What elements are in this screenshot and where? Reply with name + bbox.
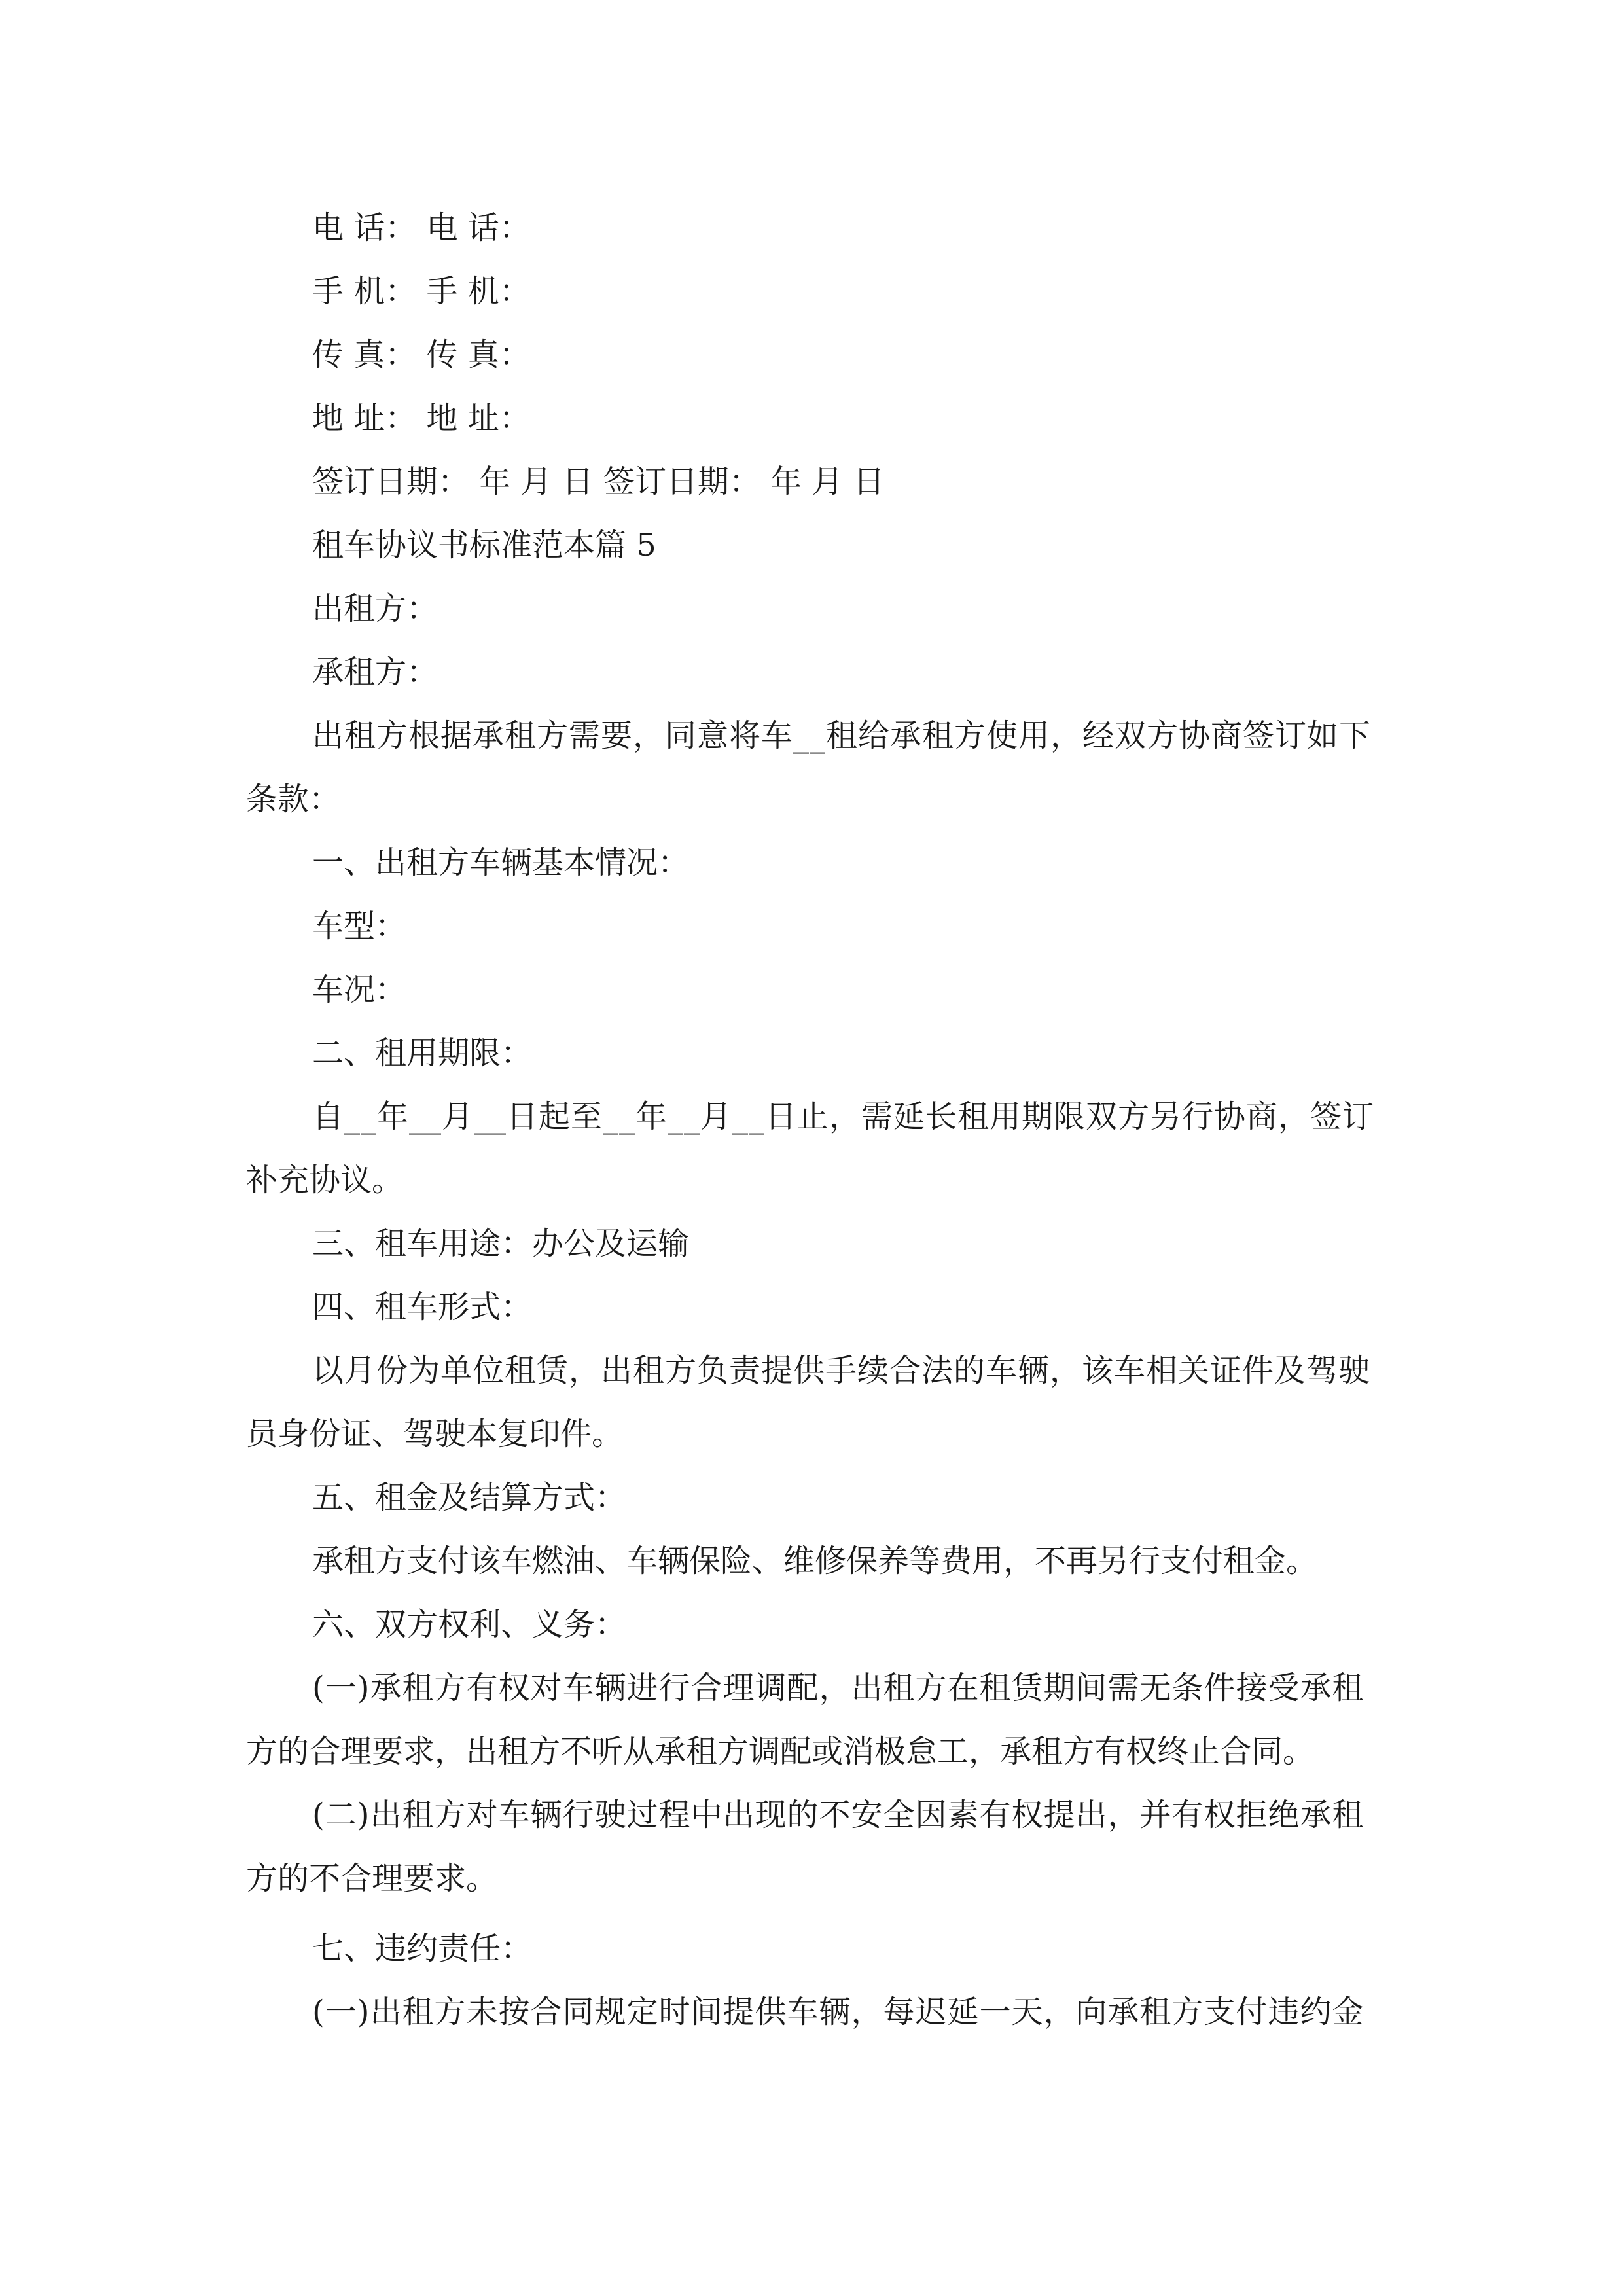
- phone-line: 电 话： 电 话：: [312, 209, 531, 246]
- vehicle-model-line: 车型：: [312, 908, 407, 944]
- vehicle-condition-line: 车况：: [312, 971, 407, 1008]
- mobile-line: 手 机： 手 机：: [312, 273, 531, 310]
- signing-date-line: 签订日期： 年 月 日 签订日期： 年 月 日: [312, 463, 885, 500]
- clause-1-heading: 一、出租方车辆基本情况：: [312, 844, 690, 881]
- clause-3-heading: 三、租车用途：办公及运输: [312, 1225, 690, 1262]
- clause-6-heading: 六、双方权利、义务：: [312, 1606, 627, 1643]
- clause-2-heading: 二、租用期限：: [312, 1035, 533, 1071]
- address-line: 地 址： 地 址：: [312, 400, 531, 437]
- section-title: 租车协议书标准范本篇 5: [312, 527, 656, 564]
- document-body: [246, 196, 1378, 2044]
- paragraph-gap: [246, 1910, 1378, 1917]
- breach-item-1-line: (一)出租方未按合同规定时间提供车辆，每迟延一天，向承租方支付违约金: [312, 1994, 1364, 2030]
- intro-paragraph-line-2: 条款：: [246, 781, 341, 817]
- clause-7-heading: 七、违约责任：: [312, 1930, 533, 1967]
- rights-item-1-line-2: 方的合理要求，出租方不听从承租方调配或消极怠工，承租方有权终止合同。: [246, 1733, 1315, 1770]
- rights-item-1-line-1: (一)承租方有权对车辆进行合理调配，出租方在租赁期间需无条件接受承租: [312, 1670, 1364, 1706]
- clause-4-heading: 四、租车形式：: [312, 1289, 533, 1325]
- lessee-line: 承租方：: [312, 654, 438, 691]
- clause-5-heading: 五、租金及结算方式：: [312, 1479, 627, 1516]
- payment-terms-line: 承租方支付该车燃油、车辆保险、维修保养等费用，不再另行支付租金。: [312, 1543, 1318, 1579]
- rental-period-line-2: 补充协议。: [246, 1162, 404, 1198]
- lessor-line: 出租方：: [312, 590, 438, 627]
- intro-paragraph-line-1: 出租方根据承租方需要，同意将车__租给承租方使用，经双方协商签订如下: [312, 717, 1372, 754]
- rights-item-2-line-1: (二)出租方对车辆行驶过程中出现的不安全因素有权提出，并有权拒绝承租: [312, 1797, 1364, 1833]
- fax-line: 传 真： 传 真：: [312, 336, 531, 373]
- rights-item-2-line-2: 方的不合理要求。: [246, 1860, 498, 1897]
- rental-period-line-1: 自__年__月__日起至__年__月__日止，需延长租用期限双方另行协商，签订: [312, 1098, 1375, 1135]
- rental-form-line-1: 以月份为单位租赁，出租方负责提供手续合法的车辆，该车相关证件及驾驶: [312, 1352, 1371, 1389]
- rental-form-line-2: 员身份证、驾驶本复印件。: [246, 1416, 624, 1452]
